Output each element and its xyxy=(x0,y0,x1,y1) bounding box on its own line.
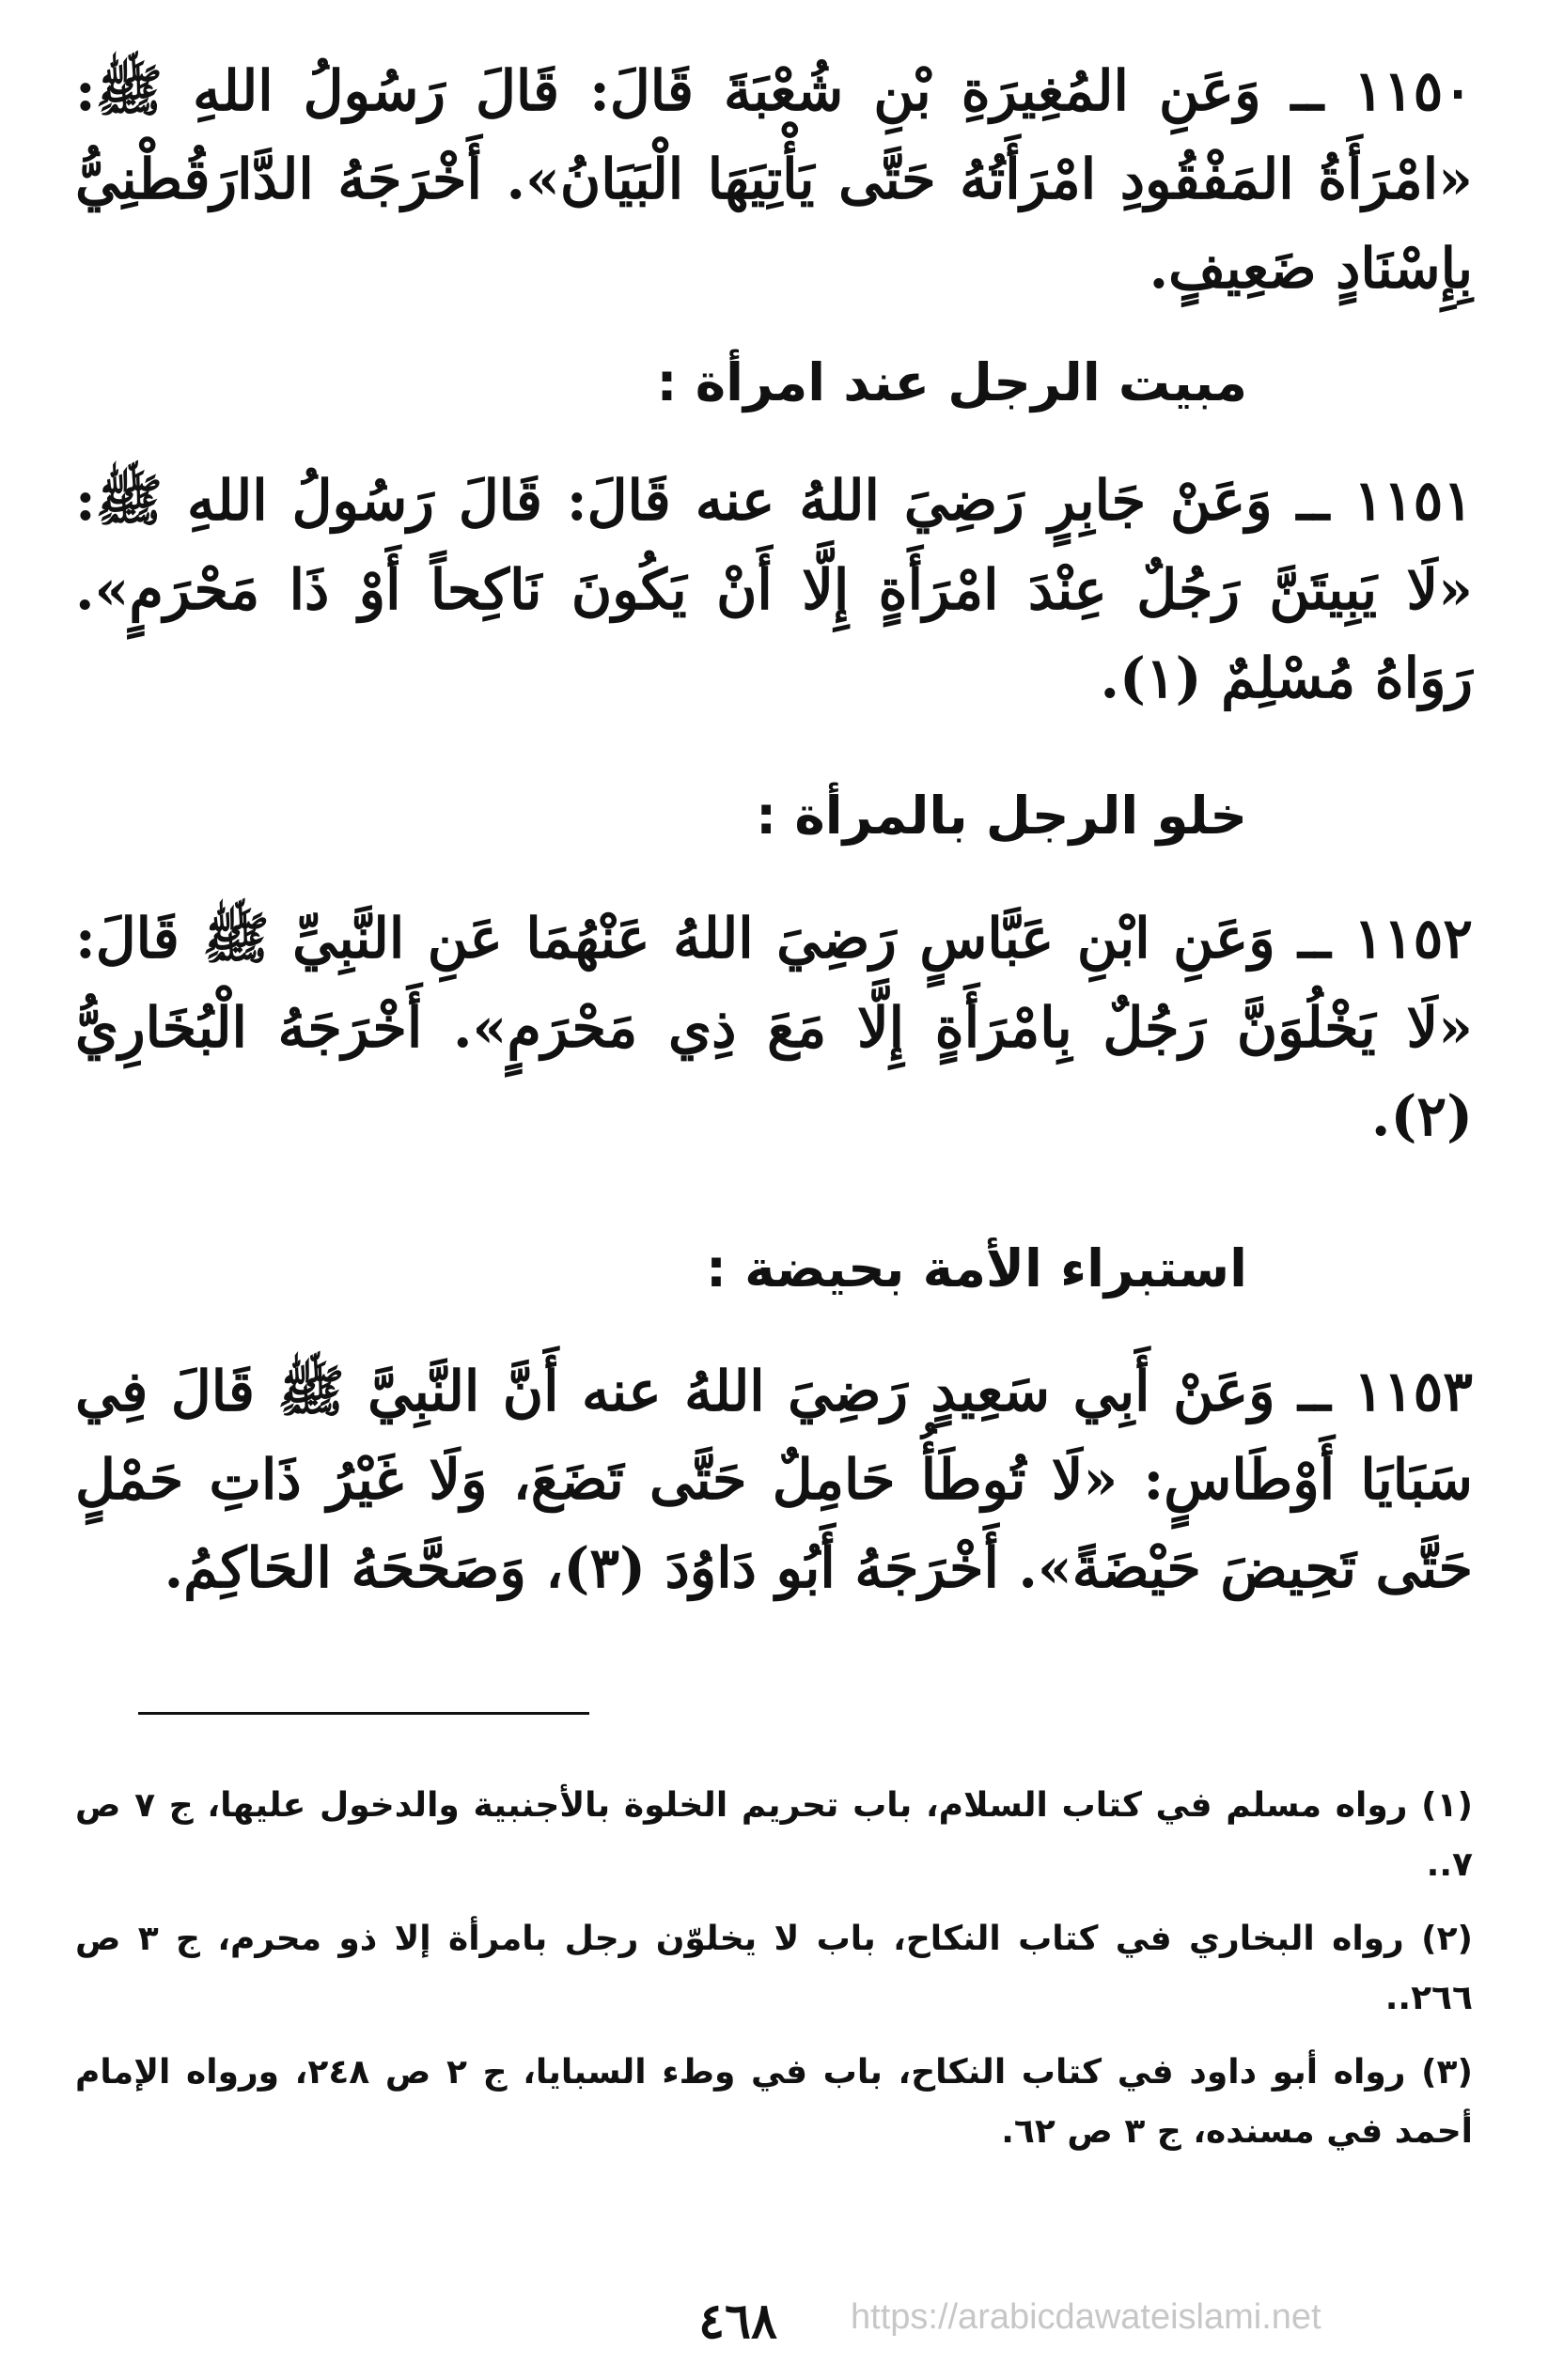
footnote-3: (٣) رواه أبو داود في كتاب النكاح، باب في وطء السبايا، ج ٢ ص ٢٤٨، ورواه الإمام أحمد في مسنده، ج ٣ ص ٦٢. xyxy=(75,2053,1473,2151)
footnote-1: (١) رواه مسلم في كتاب السلام، باب تحريم الخلوة بالأجنبية والدخول عليها، ج ٧ ص ٧.. xyxy=(75,1786,1473,1884)
footnote-2: (٢) رواه البخاري في كتاب النكاح، باب لا يخلوّن رجل بامرأة إلا ذو محرم، ج ٣ ص ٢٦٦.. xyxy=(75,1920,1473,2017)
watermark-url: https://arabicdawateislami.net xyxy=(851,2297,1321,2337)
hadith-1153: ١١٥٣ ــ وَعَنْ أَبِي سَعِيدٍ رَضِيَ اللهُ عنه أَنَّ النَّبِيَّ ﷺ قَالَ فِي سَبَايَا أَوْطَاسٍ: «لَا تُوطَأُ حَامِلٌ حَتَّى تَضَعَ، وَلَا غَيْرُ ذَاتِ حَمْلٍ حَتَّى تَحِيضَ حَيْضَةً». أَخْرَجَهُ أَبُو دَاوُدَ (٣)، وَصَحَّحَهُ الحَاكِمُ. xyxy=(75,1358,1473,1601)
section-heading-istibra: استبراء الأمة بحيضة : xyxy=(706,1237,1247,1299)
main-text xyxy=(75,47,1473,1613)
hadith-1152: ١١٥٢ ــ وَعَنِ ابْنِ عَبَّاسٍ رَضِيَ اللهُ عَنْهُمَا عَنِ النَّبِيِّ ﷺ قَالَ: «لَا يَخْلُوَنَّ رَجُلٌ بِامْرَأَةٍ إِلَّا مَعَ ذِي مَحْرَمٍ». أَخْرَجَهُ الْبُخَارِيُّ (٢). xyxy=(75,906,1473,1149)
hadith-1150: ١١٥٠ ــ وَعَنِ المُغِيرَةِ بْنِ شُعْبَةَ قَالَ: قَالَ رَسُولُ اللهِ ﷺ: «امْرَأَةُ المَفْقُودِ امْرَأَتُهُ حَتَّى يَأْتِيَهَا الْبَيَانُ». أَخْرَجَهُ الدَّارَقُطْنِيُّ بِإِسْنَادٍ ضَعِيفٍ. xyxy=(75,58,1473,301)
footnotes xyxy=(75,1776,1473,2176)
section-heading-night-stay: مبيت الرجل عند امرأة : xyxy=(656,352,1247,413)
section-heading-seclusion: خلو الرجل بالمرأة : xyxy=(756,786,1247,847)
footnote-separator xyxy=(138,1712,589,1715)
hadith-1151: ١١٥١ ــ وَعَنْ جَابِرٍ رَضِيَ اللهُ عنه قَالَ: قَالَ رَسُولُ اللهِ ﷺ: «لَا يَبِيتَنَّ رَجُلٌ عِنْدَ امْرَأَةٍ إِلَّا أَنْ يَكُونَ نَاكِحاً أَوْ ذَا مَحْرَمٍ». رَوَاهُ مُسْلِمٌ (١). xyxy=(75,468,1473,710)
page-number: ٤٦٨ xyxy=(698,2293,777,2350)
